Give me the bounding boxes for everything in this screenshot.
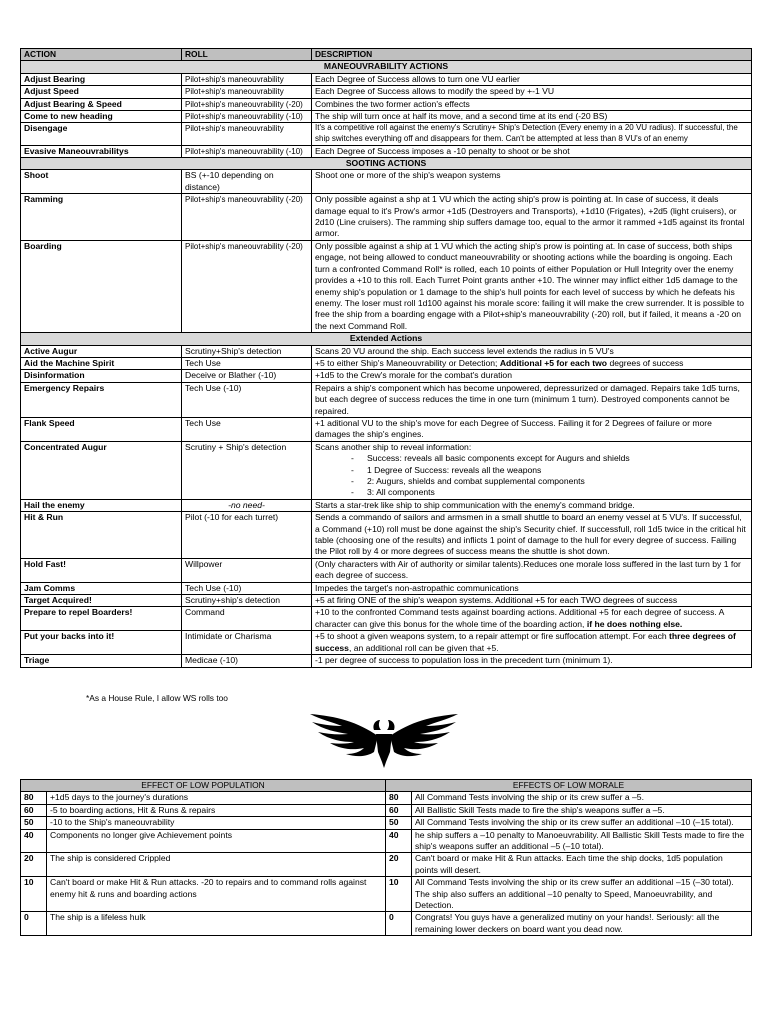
action-name: Disengage	[21, 123, 182, 145]
morale-effect: All Command Tests involving the ship or its crew suffer a –5.	[412, 792, 752, 804]
action-name: Adjust Speed	[21, 86, 182, 98]
table-row	[21, 595, 752, 607]
section-row-maneuver	[21, 61, 752, 73]
morale-header: EFFECTS OF LOW MORALE	[386, 780, 752, 792]
population-effect: +1d5 days to the journey's durations	[47, 792, 386, 804]
population-effect: -10 to the Ship's maneouvrability	[47, 817, 386, 829]
description-text: +5 to either Ship's Maneouvrability or Detection;	[315, 357, 498, 368]
morale-effect: All Command Tests involving the ship or its crew suffer an additional –15 (–30 total). The ship also suffers an additional –10 penalty to Speed, Manoeuvrability, and Detection.	[412, 877, 752, 912]
table-row	[21, 145, 752, 157]
roll-value: Pilot+ship's maneouvrability	[182, 73, 312, 85]
table-row	[21, 357, 752, 369]
description-text: +5 to shoot a given weapons system, to a repair attempt or fire suffocation attempt. For each	[315, 631, 667, 642]
table-row	[21, 73, 752, 85]
roll-value: Pilot+ship's maneouvrability (-10)	[182, 145, 312, 157]
action-name: Hail the enemy	[21, 499, 182, 511]
population-effect: Can't board or make Hit & Run attacks. -20 to repairs and to command rolls against enemy hit & runs and boarding actions	[47, 877, 386, 912]
action-name: Shoot	[21, 170, 182, 194]
table-row	[21, 817, 752, 829]
description-text: Combines the two former action's effects	[312, 98, 752, 110]
table-row	[21, 804, 752, 816]
action-name: Concentrated Augur	[21, 441, 182, 499]
table-row	[21, 512, 752, 559]
low-effects-table	[20, 779, 752, 936]
action-name: Adjust Bearing	[21, 73, 182, 85]
description-text: Starts a star-trek like ship to ship communication with the enemy's command bridge.	[312, 499, 752, 511]
table-row	[21, 170, 752, 194]
morale-threshold: 50	[386, 817, 412, 829]
action-name: Hold Fast!	[21, 558, 182, 582]
action-name: Boarding	[21, 240, 182, 332]
description-text: Scans another ship to reveal information:	[315, 441, 472, 452]
action-name: Ramming	[21, 194, 182, 241]
table-row	[21, 582, 752, 594]
morale-effect: he ship suffers a –10 penalty to Manoeuvrability. All Ballistic Skill Tests made to fire the ship's weapons suffer an additional –5 (–10 total).	[412, 829, 752, 853]
roll-value: Scrutiny + Ship's detection	[182, 441, 312, 499]
description-text: Scans 20 VU around the ship. Each success level extends the radius in 5 VU's	[312, 345, 752, 357]
description-text: Each Degree of Success allows to modify the speed by +-1 VU	[312, 86, 752, 98]
reveal-list	[315, 453, 748, 499]
list-item: - Success: reveals all basic components except for Augurs and shields	[351, 453, 748, 464]
morale-threshold: 60	[386, 804, 412, 816]
action-name: Aid the Machine Spirit	[21, 357, 182, 369]
population-threshold: 80	[21, 792, 47, 804]
description-bold: if he does nothing else.	[586, 618, 683, 629]
section-title: MANEOUVRABILITY ACTIONS	[21, 61, 752, 73]
section-row-shooting	[21, 158, 752, 170]
roll-value: Pilot+ship's maneouvrability (-10)	[182, 111, 312, 123]
roll-value: Pilot+ship's maneouvrability (-20)	[182, 98, 312, 110]
table-row	[21, 853, 752, 877]
action-name: Triage	[21, 655, 182, 667]
table-row	[21, 655, 752, 667]
roll-value: Command	[182, 607, 312, 631]
population-threshold: 60	[21, 804, 47, 816]
table-row	[21, 382, 752, 417]
list-item: - 2: Augurs, shields and combat supplemental components	[351, 476, 748, 487]
table-row	[21, 370, 752, 382]
description-text: Sends a commando of sailors and armsmen in a small shuttle to board an enemy vessel at 5 VU's. If successful, a Command (+10) roll must be done against the ship's Security chief. If successfull, roll 1d5 twice in the critical hit table (choosing one of the results) and inflicts 1 point of damage to the hull for every degree of success. Failing the Pilot roll by 4 or more degrees of success means the shuttle is shot down.	[312, 512, 752, 559]
description-bold: three degrees of success	[315, 631, 736, 653]
description-cell	[312, 441, 752, 499]
action-name: Prepare to repel Boarders!	[21, 607, 182, 631]
morale-effect: Can't board or make Hit & Run attacks. Each time the ship docks, 1d5 population points will desert.	[412, 853, 752, 877]
description-bold: Additional +5 for each two	[499, 357, 608, 368]
description-text: Repairs a ship's component which has become unpowered, depressurized or damaged. Repairs take 1d5 turns, but each degree of success reduces the time in one turn (minimum 1 turn). Destroyed components cannot be repaired.	[312, 382, 752, 417]
action-name: Come to new heading	[21, 111, 182, 123]
description-text: The ship will turn once at half its move, and a second time at its end (-20 BS)	[312, 111, 752, 123]
roll-value: Scrutiny+Ship's detection	[182, 345, 312, 357]
roll-value: BS (+-10 depending on distance)	[182, 170, 312, 194]
ship-actions-table	[20, 48, 752, 668]
roll-value: Intimidate or Charisma	[182, 631, 312, 655]
population-threshold: 10	[21, 877, 47, 912]
morale-threshold: 20	[386, 853, 412, 877]
action-name: Hit & Run	[21, 512, 182, 559]
description-text: Shoot one or more of the ship's weapon systems	[312, 170, 752, 194]
table-row	[21, 441, 752, 499]
morale-effect: All Command Tests involving the ship or its crew suffer an additional –10 (–15 total).	[412, 817, 752, 829]
table-row	[21, 417, 752, 441]
header-description: DESCRIPTION	[312, 49, 752, 61]
roll-value: Pilot+ship's maneouvrability (-20)	[182, 194, 312, 241]
roll-value: Tech Use (-10)	[182, 582, 312, 594]
description-text: +10 to the confronted Command tests against boarding actions. Additional +5 for each degree of success. A character can give this bonus for the whole time of the boarding action,	[315, 607, 724, 629]
action-name: Evasive Maneouvrabilitys	[21, 145, 182, 157]
action-name: Emergency Repairs	[21, 382, 182, 417]
header-roll: ROLL	[182, 49, 312, 61]
morale-threshold: 40	[386, 829, 412, 853]
roll-value: Tech Use (-10)	[182, 382, 312, 417]
table-row	[21, 792, 752, 804]
description-text: Impedes the target's non-astropathic communications	[312, 582, 752, 594]
description-text: +5 at firing ONE of the ship's weapon systems. Additional +5 for each TWO degrees of success	[312, 595, 752, 607]
description-cell	[312, 631, 752, 655]
roll-value: Tech Use	[182, 417, 312, 441]
population-threshold: 50	[21, 817, 47, 829]
morale-effect: All Ballistic Skill Tests made to fire the ship's weapons suffer a –5.	[412, 804, 752, 816]
action-name: Adjust Bearing & Speed	[21, 98, 182, 110]
action-name: Disinformation	[21, 370, 182, 382]
section-title: SOOTING ACTIONS	[21, 158, 752, 170]
table-row	[21, 912, 752, 936]
roll-value: Pilot+ship's maneouvrability (-20)	[182, 240, 312, 332]
table-header-row	[21, 780, 752, 792]
table-row	[21, 98, 752, 110]
roll-value: Pilot+ship's maneouvrability	[182, 86, 312, 98]
description-text: Only possible against a ship at 1 VU which the acting ship's prow is pointing at. In case of success, both ships engage, not being allowed to conduct maneouvrability or shooting actions while the boarding is ongoing. Each turn a confronted Command Roll* is rolled, each 10 points of either Population or Hull Integrity over the enemy provides a +10 to this roll. Each Turret Point grants anther +10. The winner may inflict either 1d5 damage to the enemy ship's population or 1 damage to the ship's hull points for each level of success by which he defeats his enemy. The loser must roll 1d100 against his morale score: failing it will make the crew surrender. It is possible to free the ship from a boarding engage with a Pilot+ship's maneouvrability (-20) roll, but if failed, it means a -20 on the next Command Roll.	[312, 240, 752, 332]
roll-value: Deceive or Blather (-10)	[182, 370, 312, 382]
roll-value: Pilot+ship's maneouvrability	[182, 123, 312, 145]
roll-value: Medicae (-10)	[182, 655, 312, 667]
action-name: Jam Comms	[21, 582, 182, 594]
description-text: -1 per degree of success to population loss in the precedent turn (minimum 1).	[312, 655, 752, 667]
roll-value: Tech Use	[182, 357, 312, 369]
table-row	[21, 123, 752, 145]
list-item: - 1 Degree of Success: reveals all the weapons	[351, 465, 748, 476]
action-name: Active Augur	[21, 345, 182, 357]
roll-value: -no need-	[182, 499, 312, 511]
morale-threshold: 80	[386, 792, 412, 804]
list-item: - 3: All components	[351, 487, 748, 498]
roll-value: Pilot (-10 for each turret)	[182, 512, 312, 559]
table-row	[21, 829, 752, 853]
population-threshold: 20	[21, 853, 47, 877]
population-effect: The ship is a lifeless hulk	[47, 912, 386, 936]
morale-threshold: 10	[386, 877, 412, 912]
action-name: Put your backs into it!	[21, 631, 182, 655]
description-tail: degrees of success	[609, 357, 684, 368]
action-name: Flank Speed	[21, 417, 182, 441]
table-row	[21, 558, 752, 582]
description-text: +1 aditional VU to the ship's move for each Degree of Success. Failing it for 2 Degrees of failure or more damages the ship's engines.	[312, 417, 752, 441]
section-title: Extended Actions	[21, 333, 752, 345]
section-row-extended	[21, 333, 752, 345]
population-header: EFFECT OF LOW POPULATION	[21, 780, 386, 792]
roll-value: Willpower	[182, 558, 312, 582]
description-cell	[312, 607, 752, 631]
description-text: Only possible against a shp at 1 VU which the acting ship's prow is pointing at. In case of success, it deals damage equal to it's Prow's armor +1d5 (Destroyers and Transports), +1d10 (Frigates), +2d5 (light cruisers), or 2d10 (Line cruisers). The ramming ship suffers damage too, equal to the armor it rammed +1d5 against its frontal armor.	[312, 194, 752, 241]
description-text: Each Degree of Success imposes a -10 penalty to shoot or be shot	[312, 145, 752, 157]
population-effect: The ship is considered Crippled	[47, 853, 386, 877]
table-row	[21, 499, 752, 511]
morale-effect: Congrats! You guys have a generalized mutiny on your hands!. Seriously: all the remaining lower deckers on board want you dead now.	[412, 912, 752, 936]
description-text: (Only characters with Air of authority or similar talents).Reduces one morale loss suffered in the last turn by 1 for each degree of success.	[312, 558, 752, 582]
imperial-eagle-icon	[308, 712, 460, 770]
action-name: Target Acquired!	[21, 595, 182, 607]
table-row	[21, 345, 752, 357]
description-tail: , an additional roll can be given that +5.	[348, 642, 499, 653]
table-row	[21, 194, 752, 241]
population-effect: -5 to boarding actions, Hit & Runs & repairs	[47, 804, 386, 816]
table-row	[21, 631, 752, 655]
table-row	[21, 240, 752, 332]
table-row	[21, 111, 752, 123]
header-action: ACTION	[21, 49, 182, 61]
population-threshold: 40	[21, 829, 47, 853]
table-row	[21, 86, 752, 98]
table-header-row	[21, 49, 752, 61]
description-text: Each Degree of Success allows to turn one VU earlier	[312, 73, 752, 85]
table-row	[21, 877, 752, 912]
table-row	[21, 607, 752, 631]
description-text: It's a competitive roll against the enemy's Scrutiny+ Ship's Detection (Every enemy in a 20 VU radius). If successful, the ship switches everything off and disappears for them. Can't be attempted at less than 8 VU's of an enemy	[312, 123, 752, 145]
roll-value: Scrutiny+ship's detection	[182, 595, 312, 607]
description-text: +1d5 to the Crew's morale for the combat's duration	[312, 370, 752, 382]
population-effect: Components no longer give Achievement points	[47, 829, 386, 853]
morale-threshold: 0	[386, 912, 412, 936]
description-cell	[312, 357, 752, 369]
population-threshold: 0	[21, 912, 47, 936]
footnote: *As a House Rule, I allow WS rolls too	[86, 693, 228, 703]
